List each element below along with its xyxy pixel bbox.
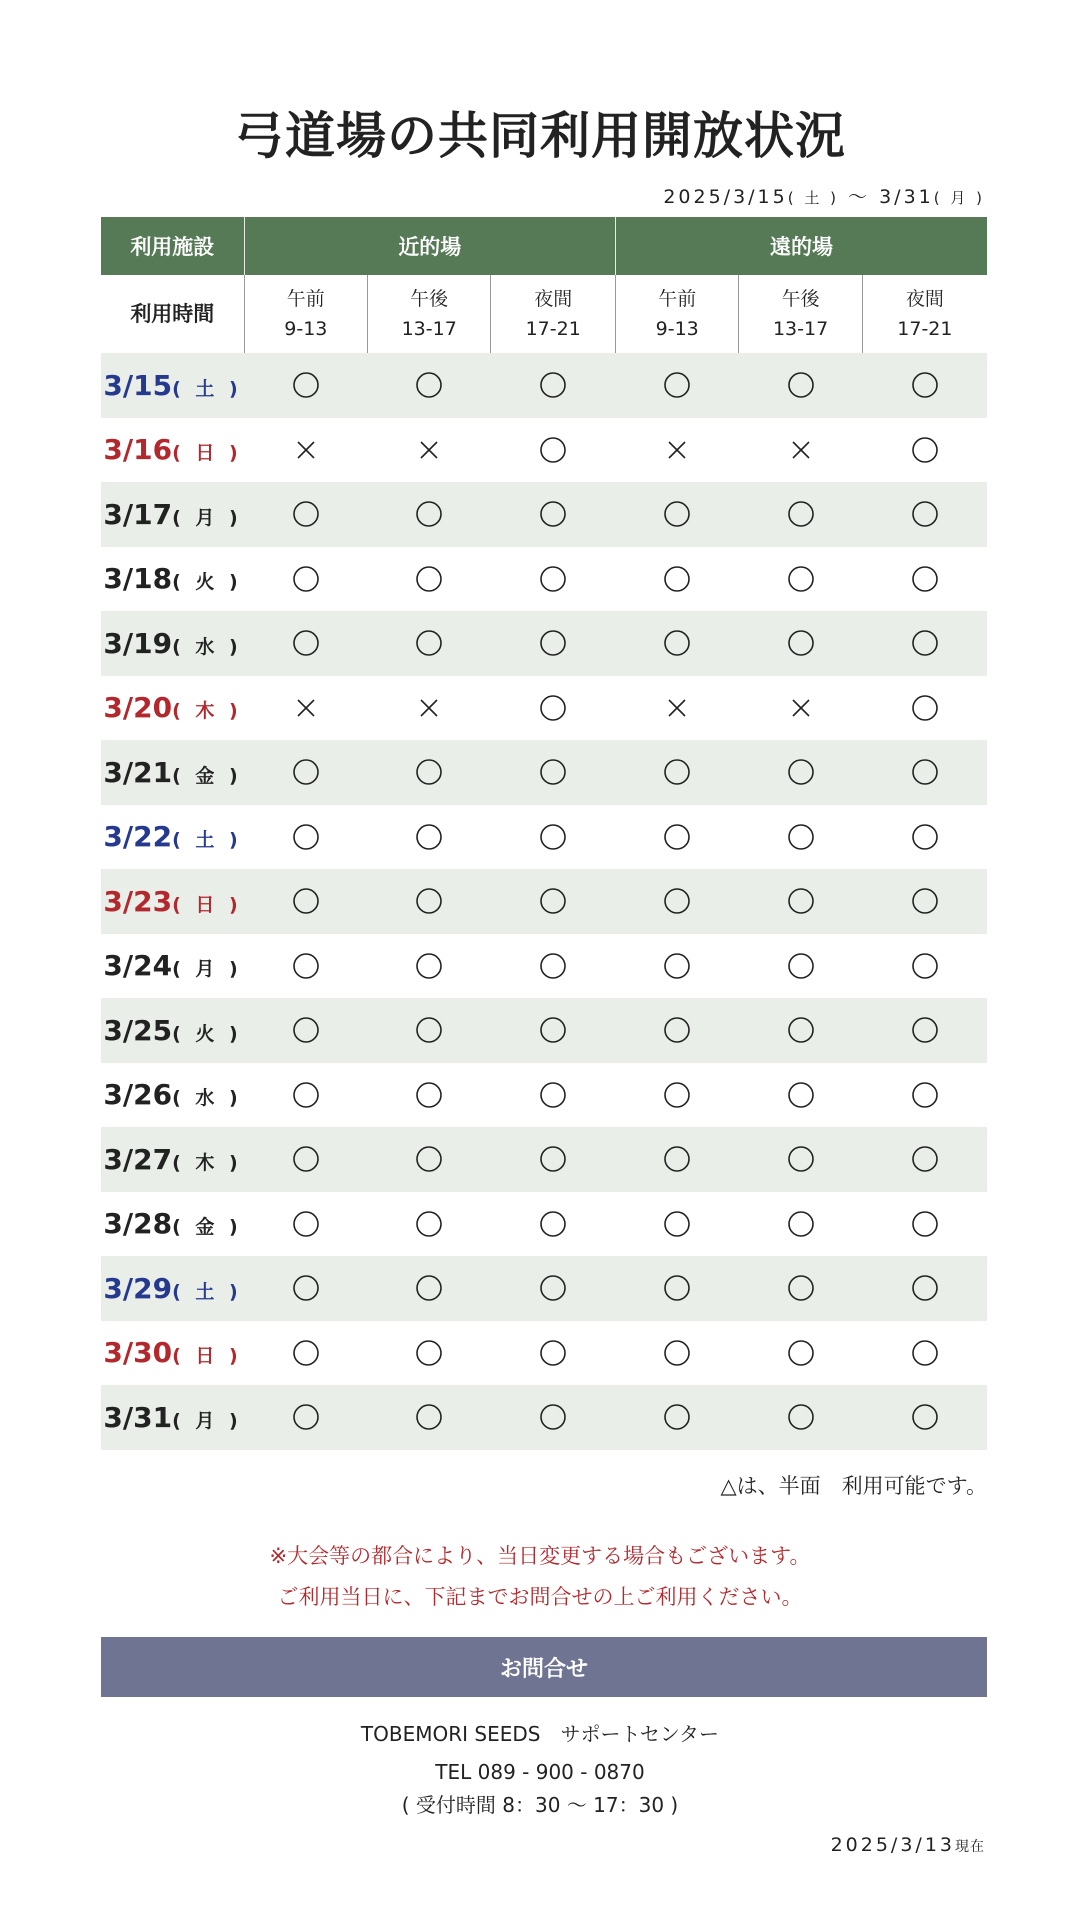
- day-of-week: ( 土 ): [172, 829, 242, 852]
- date-value: 3/17: [103, 497, 173, 531]
- contact-heading: お問合せ: [101, 1637, 987, 1697]
- date-value: 3/21: [103, 755, 173, 789]
- table-row: [101, 869, 987, 934]
- period-end: 3/31: [879, 186, 934, 208]
- available-circle-icon: [739, 1321, 862, 1386]
- table-row: [101, 1321, 987, 1386]
- available-circle-icon: [862, 934, 987, 999]
- available-circle-icon: [368, 1385, 491, 1450]
- available-circle-icon: [368, 1256, 491, 1321]
- available-circle-icon: [491, 547, 616, 612]
- available-circle-icon: [739, 611, 862, 676]
- available-circle-icon: [739, 547, 862, 612]
- available-circle-icon: [368, 869, 491, 934]
- date-value: 3/18: [103, 562, 173, 596]
- available-circle-icon: [491, 998, 616, 1063]
- available-circle-icon: [862, 676, 987, 741]
- contact-org: TOBEMORI SEEDS サポートセンター: [360, 1722, 720, 1746]
- day-of-week: ( 水 ): [172, 635, 242, 658]
- period-sep: 〜: [838, 186, 880, 208]
- slot-header: [616, 275, 739, 353]
- slot-time: 17-21: [525, 318, 581, 340]
- available-circle-icon: [368, 1063, 491, 1128]
- slot-time: 9-13: [655, 318, 699, 340]
- day-of-week: ( 土 ): [172, 377, 242, 400]
- slot-name: 午前: [286, 288, 325, 310]
- available-circle-icon: [244, 1321, 367, 1386]
- available-circle-icon: [244, 547, 367, 612]
- available-circle-icon: [739, 353, 862, 418]
- available-circle-icon: [739, 740, 862, 805]
- contact-hours: ( 受付時間 8：30 〜 17：30 ): [401, 1793, 679, 1817]
- available-circle-icon: [739, 869, 862, 934]
- row-date: [101, 482, 244, 547]
- date-value: 3/29: [103, 1271, 173, 1305]
- day-of-week: ( 木 ): [172, 700, 242, 723]
- day-of-week: ( 土 ): [172, 1280, 242, 1303]
- available-circle-icon: [862, 1127, 987, 1192]
- slot-name: 夜間: [534, 288, 573, 310]
- table-row: [101, 1192, 987, 1257]
- day-of-week: ( 日 ): [172, 1345, 242, 1368]
- day-of-week: ( 金 ): [172, 764, 242, 787]
- available-circle-icon: [368, 740, 491, 805]
- available-circle-icon: [244, 805, 367, 870]
- day-of-week: ( 火 ): [172, 1022, 242, 1045]
- row-date: [101, 1127, 244, 1192]
- available-circle-icon: [491, 805, 616, 870]
- table-row: [101, 1256, 987, 1321]
- day-of-week: ( 月 ): [172, 506, 242, 529]
- date-value: 3/31: [103, 1400, 173, 1434]
- row-date: [101, 740, 244, 805]
- date-value: 3/23: [103, 884, 173, 918]
- slot-name: 午後: [410, 288, 449, 310]
- row-date: [101, 805, 244, 870]
- available-circle-icon: [244, 1256, 367, 1321]
- unavailable-cross-icon: [368, 676, 491, 741]
- slot-header: [739, 275, 862, 353]
- row-date: [101, 676, 244, 741]
- available-circle-icon: [244, 740, 367, 805]
- warning-line-2: ご利用当日に、下記までお問合せの上ご利用ください。: [277, 1585, 803, 1609]
- available-circle-icon: [739, 1063, 862, 1128]
- available-circle-icon: [739, 934, 862, 999]
- row-date: [101, 1256, 244, 1321]
- time-header-row: [101, 275, 987, 353]
- day-of-week: ( 金 ): [172, 1216, 242, 1239]
- date-value: 3/20: [103, 691, 173, 725]
- available-circle-icon: [244, 998, 367, 1063]
- available-circle-icon: [862, 998, 987, 1063]
- available-circle-icon: [491, 1192, 616, 1257]
- available-circle-icon: [862, 1256, 987, 1321]
- date-value: 3/22: [103, 820, 173, 854]
- available-circle-icon: [244, 353, 367, 418]
- table-row: [101, 1127, 987, 1192]
- half-court-note: △は、半面 利用可能です。: [720, 1474, 987, 1498]
- as-of-suffix: 現在: [955, 1839, 985, 1855]
- table-row: [101, 1063, 987, 1128]
- day-of-week: ( 木 ): [172, 1151, 242, 1174]
- day-of-week: ( 日 ): [172, 442, 242, 465]
- table-row: [101, 353, 987, 418]
- day-of-week: ( 水 ): [172, 1087, 242, 1110]
- unavailable-cross-icon: [244, 418, 367, 483]
- row-date: [101, 1321, 244, 1386]
- available-circle-icon: [862, 547, 987, 612]
- available-circle-icon: [244, 1192, 367, 1257]
- available-circle-icon: [491, 740, 616, 805]
- available-circle-icon: [491, 676, 616, 741]
- available-circle-icon: [616, 998, 739, 1063]
- time-label: 利用時間: [130, 302, 215, 326]
- available-circle-icon: [862, 611, 987, 676]
- date-value: 3/26: [103, 1078, 173, 1112]
- available-circle-icon: [616, 1192, 739, 1257]
- available-circle-icon: [862, 1321, 987, 1386]
- available-circle-icon: [491, 934, 616, 999]
- table-row: [101, 998, 987, 1063]
- row-date: [101, 934, 244, 999]
- available-circle-icon: [368, 934, 491, 999]
- available-circle-icon: [368, 611, 491, 676]
- warning-line-1: ※大会等の都合により、当日変更する場合もございます。: [269, 1544, 811, 1568]
- unavailable-cross-icon: [739, 418, 862, 483]
- slot-header: [862, 275, 987, 353]
- available-circle-icon: [368, 1321, 491, 1386]
- day-of-week: ( 月 ): [172, 1409, 242, 1432]
- table-row: [101, 1385, 987, 1450]
- table-row: [101, 934, 987, 999]
- available-circle-icon: [491, 1321, 616, 1386]
- available-circle-icon: [244, 1385, 367, 1450]
- day-rows: [101, 353, 987, 1450]
- available-circle-icon: [491, 418, 616, 483]
- available-circle-icon: [862, 353, 987, 418]
- unavailable-cross-icon: [616, 418, 739, 483]
- available-circle-icon: [862, 1063, 987, 1128]
- slot-time: 13-17: [401, 318, 457, 340]
- facility-header-row: [101, 217, 987, 275]
- available-circle-icon: [862, 740, 987, 805]
- available-circle-icon: [491, 1127, 616, 1192]
- date-value: 3/25: [103, 1013, 173, 1047]
- unavailable-cross-icon: [739, 676, 862, 741]
- available-circle-icon: [491, 1063, 616, 1128]
- far-range-header: 遠的場: [616, 217, 987, 275]
- slot-name: 夜間: [905, 288, 944, 310]
- day-of-week: ( 月 ): [172, 958, 242, 981]
- slot-time: 9-13: [284, 318, 328, 340]
- slot-time: 17-21: [897, 318, 953, 340]
- available-circle-icon: [244, 1127, 367, 1192]
- period-start: 2025/3/15: [663, 186, 788, 208]
- slot-header: [244, 275, 367, 353]
- slot-time: 13-17: [772, 318, 829, 340]
- available-circle-icon: [368, 805, 491, 870]
- row-date: [101, 1192, 244, 1257]
- available-circle-icon: [491, 1256, 616, 1321]
- period-start-dow: ( 土 ): [787, 189, 839, 207]
- available-circle-icon: [491, 1385, 616, 1450]
- date-value: 3/16: [103, 433, 173, 467]
- unavailable-cross-icon: [368, 418, 491, 483]
- available-circle-icon: [244, 869, 367, 934]
- page-title: 弓道場の共同利用開放状況: [234, 107, 846, 165]
- available-circle-icon: [244, 934, 367, 999]
- unavailable-cross-icon: [616, 676, 739, 741]
- available-circle-icon: [616, 805, 739, 870]
- available-circle-icon: [862, 1385, 987, 1450]
- period-range: [663, 182, 985, 209]
- available-circle-icon: [862, 805, 987, 870]
- slot-name: 午前: [658, 288, 697, 310]
- available-circle-icon: [616, 482, 739, 547]
- table-row: [101, 418, 987, 483]
- available-circle-icon: [616, 611, 739, 676]
- row-date: [101, 353, 244, 418]
- table-row: [101, 611, 987, 676]
- slot-header: [491, 275, 616, 353]
- available-circle-icon: [244, 1063, 367, 1128]
- contact-tel: TEL 089 - 900 - 0870: [435, 1760, 645, 1784]
- available-circle-icon: [739, 1127, 862, 1192]
- available-circle-icon: [739, 805, 862, 870]
- table-row: [101, 547, 987, 612]
- date-value: 3/15: [103, 368, 173, 402]
- available-circle-icon: [862, 1192, 987, 1257]
- slot-header: [368, 275, 491, 353]
- available-circle-icon: [244, 482, 367, 547]
- slot-name: 午後: [781, 288, 820, 310]
- available-circle-icon: [862, 482, 987, 547]
- available-circle-icon: [491, 869, 616, 934]
- row-date: [101, 1385, 244, 1450]
- available-circle-icon: [739, 1192, 862, 1257]
- available-circle-icon: [739, 998, 862, 1063]
- available-circle-icon: [616, 1321, 739, 1386]
- available-circle-icon: [616, 1127, 739, 1192]
- table-row: [101, 676, 987, 741]
- date-value: 3/27: [103, 1142, 173, 1176]
- date-value: 3/24: [103, 949, 173, 983]
- available-circle-icon: [616, 1256, 739, 1321]
- row-date: [101, 1063, 244, 1128]
- as-of-date: [831, 1834, 985, 1856]
- available-circle-icon: [491, 353, 616, 418]
- available-circle-icon: [862, 869, 987, 934]
- day-of-week: ( 火 ): [172, 571, 242, 594]
- available-circle-icon: [368, 547, 491, 612]
- available-circle-icon: [244, 611, 367, 676]
- near-range-header: 近的場: [244, 217, 615, 275]
- available-circle-icon: [616, 869, 739, 934]
- available-circle-icon: [368, 998, 491, 1063]
- period-end-dow: ( 月 ): [933, 189, 985, 207]
- available-circle-icon: [739, 482, 862, 547]
- available-circle-icon: [368, 1192, 491, 1257]
- table-row: [101, 482, 987, 547]
- unavailable-cross-icon: [244, 676, 367, 741]
- row-date: [101, 869, 244, 934]
- available-circle-icon: [616, 1063, 739, 1128]
- row-date: [101, 611, 244, 676]
- available-circle-icon: [368, 353, 491, 418]
- table-row: [101, 805, 987, 870]
- available-circle-icon: [739, 1256, 862, 1321]
- available-circle-icon: [862, 418, 987, 483]
- available-circle-icon: [616, 353, 739, 418]
- facility-label: 利用施設: [101, 217, 244, 275]
- available-circle-icon: [368, 482, 491, 547]
- available-circle-icon: [491, 611, 616, 676]
- row-date: [101, 547, 244, 612]
- available-circle-icon: [616, 1385, 739, 1450]
- available-circle-icon: [616, 547, 739, 612]
- as-of-date-value: 2025/3/13: [830, 1834, 955, 1856]
- day-of-week: ( 日 ): [172, 893, 242, 916]
- availability-table: [101, 217, 987, 1450]
- available-circle-icon: [368, 1127, 491, 1192]
- available-circle-icon: [491, 482, 616, 547]
- available-circle-icon: [616, 740, 739, 805]
- date-value: 3/19: [103, 626, 173, 660]
- row-date: [101, 418, 244, 483]
- available-circle-icon: [739, 1385, 862, 1450]
- table-row: [101, 740, 987, 805]
- available-circle-icon: [616, 934, 739, 999]
- date-value: 3/30: [103, 1336, 173, 1370]
- row-date: [101, 998, 244, 1063]
- date-value: 3/28: [103, 1207, 173, 1241]
